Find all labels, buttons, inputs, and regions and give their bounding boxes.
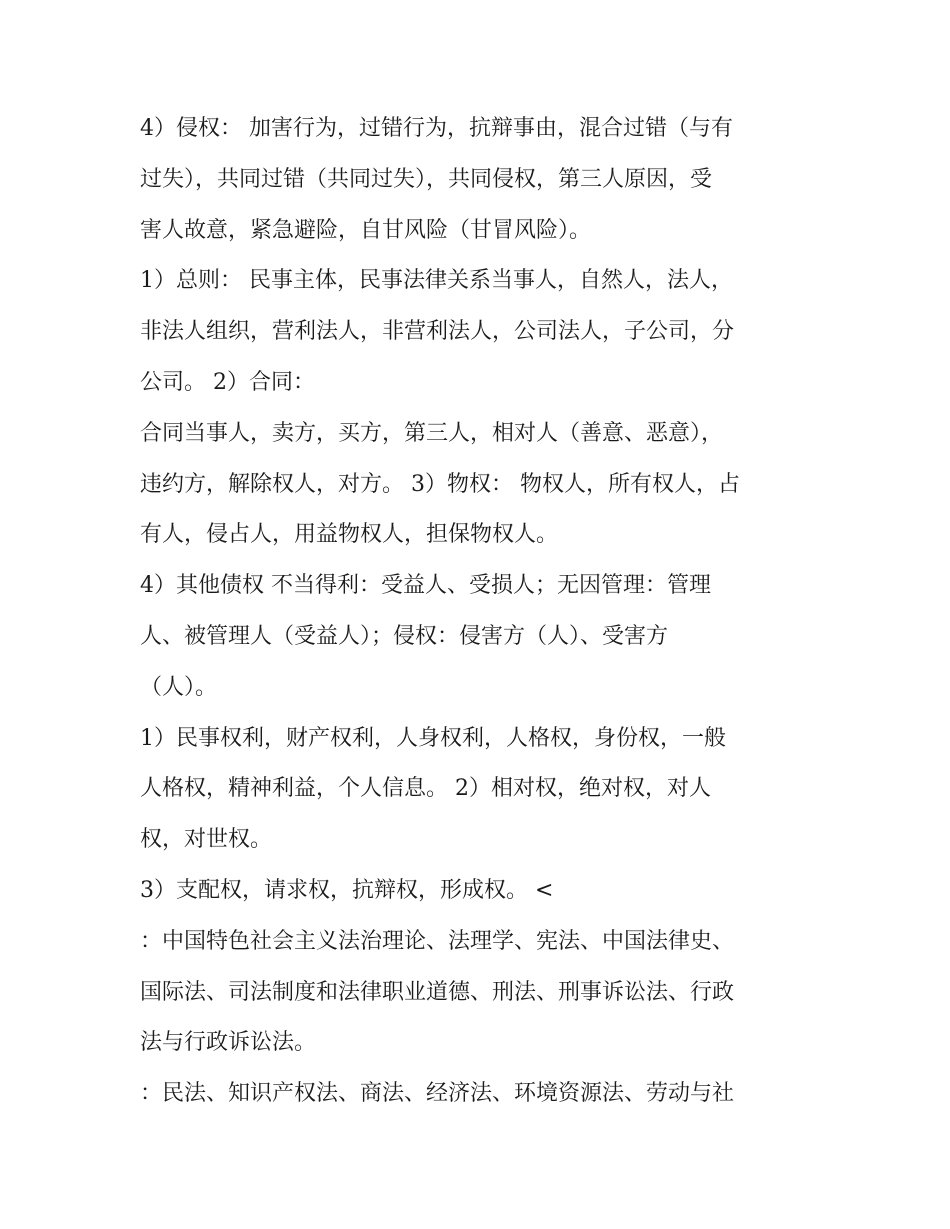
text-line: ：民法、知识产权法、商法、经济法、环境资源法、劳动与社 [140, 1081, 735, 1107]
text-line: （人）。 [140, 674, 218, 700]
text-line: 公司。 2）合同： [140, 369, 315, 395]
text-line: 人格权，精神利益，个人信息。 2）相对权，绝对权，对人 [140, 776, 711, 802]
text-line: 法与行政诉讼法。 [140, 1030, 317, 1056]
document-body [140, 104, 820, 1120]
text-line: 人、被管理人（受益人）；侵权：侵害方（人）、受害方 [140, 623, 669, 649]
text-line: 3）支配权，请求权，抗辩权，形成权。 < [140, 877, 554, 903]
text-line: 国际法、司法制度和法律职业道德、刑法、刑事诉讼法、行政 [140, 979, 735, 1005]
text-line: 1）总则： 民事主体，民事法律关系当事人，自然人，法人， [140, 268, 733, 294]
text-line: 有人，侵占人，用益物权人，担保物权人。 [140, 522, 559, 548]
text-line: 4）侵权： 加害行为，过错行为，抗辩事由，混合过错（与有 [140, 116, 733, 141]
text-line: ：中国特色社会主义法治理论、法理学、宪法、中国法律史、 [140, 928, 735, 954]
text-line: 1）民事权利，财产权利，人身权利，人格权，身份权，一般 [140, 725, 726, 751]
text-line: 合同当事人，卖方，买方，第三人，相对人（善意、恶意）， [140, 420, 724, 446]
text-line: 4）其他债权 不当得利：受益人、受损人；无因管理：管理 [140, 573, 711, 599]
text-line: 害人故意，紧急避险，自甘风险（甘冒风险）。 [140, 217, 592, 243]
text-line: 过失），共同过错（共同过失），共同侵权，第三人原因，受 [140, 166, 713, 192]
text-line: 违约方，解除权人，对方。 3）物权： 物权人，所有权人，占 [140, 471, 740, 497]
text-line: 非法人组织，营利法人，非营利法人，公司法人，子公司，分 [140, 319, 735, 345]
text-line: 权，对世权。 [140, 827, 273, 853]
